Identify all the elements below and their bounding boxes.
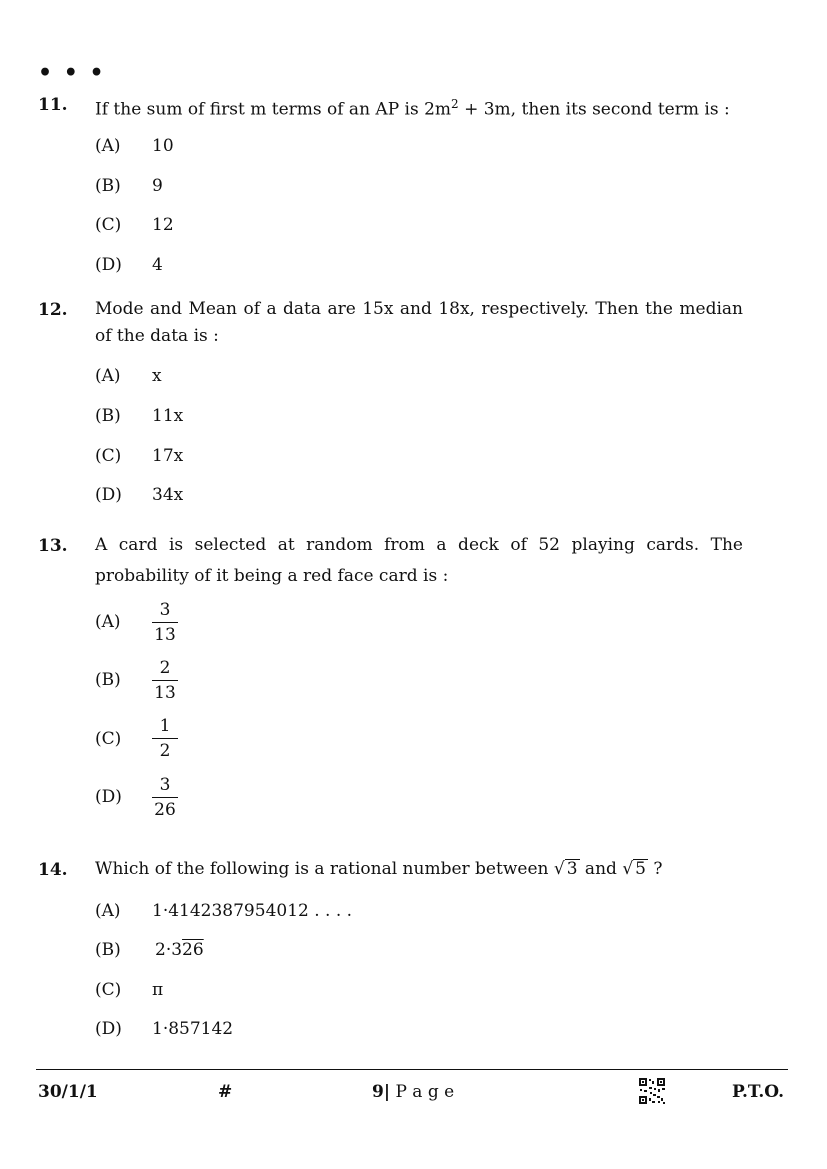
q11-option-b-label: (B): [95, 176, 121, 196]
question-12-text-line2: of the data is :: [95, 326, 219, 346]
page-number: 9: [372, 1082, 384, 1102]
q14-text-pre: Which of the following is a rational number between: [95, 859, 554, 879]
q13-option-d-denominator: 26: [154, 800, 176, 820]
page-indicator: [372, 1082, 454, 1102]
q12-option-b-value: 11x: [152, 406, 184, 426]
q12-option-b-label: (B): [95, 406, 121, 426]
paper-code: 30/1/1: [38, 1082, 98, 1102]
q12-option-c-label: (C): [95, 446, 122, 466]
q14-option-a-label: (A): [95, 901, 121, 921]
q14-option-a-value: 1·4142387954012 . . . .: [152, 901, 353, 921]
q13-option-b-denominator: 13: [154, 683, 176, 703]
q13-option-a-denominator: 13: [154, 625, 176, 645]
q13-option-c-label: (C): [95, 729, 122, 749]
q13-option-c-numerator: 1: [152, 715, 178, 739]
page-separator: |: [383, 1082, 391, 1102]
q14-option-b-label: (B): [95, 940, 121, 960]
q12-option-a-label: (A): [95, 366, 121, 386]
question-13-number: 13.: [38, 536, 68, 556]
sqrt-icon: √: [553, 859, 565, 879]
q14-text-mid: and: [579, 859, 623, 879]
q14-option-c-value: π: [152, 980, 164, 1000]
q13-option-a-numerator: 3: [152, 599, 178, 623]
q12-option-d-label: (D): [95, 485, 122, 505]
q13-option-c-fraction: [152, 715, 178, 762]
sqrt-5-radicand: 5: [635, 859, 646, 879]
q11-exponent: 2: [451, 97, 459, 111]
q11-option-d-value: 4: [152, 255, 163, 275]
question-11-text: [95, 91, 743, 124]
q13-option-a-fraction: [152, 599, 178, 646]
footer-divider: [36, 1069, 788, 1070]
qr-code-icon: [638, 1077, 666, 1105]
question-14-number: 14.: [38, 860, 68, 880]
q14-option-c-label: (C): [95, 980, 122, 1000]
q12-option-d-value: 34x: [152, 485, 184, 505]
q11-option-a-value: 10: [152, 136, 174, 156]
q13-option-d-numerator: 3: [152, 774, 178, 798]
q11-text-pre: If the sum of first m terms of an AP is 2m: [95, 99, 452, 120]
q13-option-b-fraction: [152, 657, 178, 704]
q13-option-d-fraction: [152, 774, 178, 821]
sqrt-icon: √: [622, 859, 634, 879]
page-word: P a g e: [395, 1082, 455, 1102]
q14-text-post: ?: [647, 859, 663, 879]
question-13-text-line2: probability of it being a red face card is :: [95, 566, 449, 586]
sqrt-3: [554, 856, 580, 883]
q14-option-d-label: (D): [95, 1019, 122, 1039]
footer-hash: #: [218, 1082, 233, 1102]
q11-option-a-label: (A): [95, 136, 121, 156]
please-turn-over: P.T.O.: [732, 1082, 784, 1102]
q13-option-d-label: (D): [95, 787, 122, 807]
q14-option-d-value: 1·857142: [152, 1019, 234, 1039]
q11-option-c-value: 12: [152, 215, 174, 235]
q11-text-post: + 3m, then its second term is :: [458, 99, 730, 120]
q13-option-b-numerator: 2: [152, 657, 178, 681]
q11-option-c-label: (C): [95, 215, 122, 235]
q13-option-b-label: (B): [95, 670, 121, 690]
question-14-text: [95, 856, 743, 883]
q12-option-a-value: x: [152, 366, 162, 386]
q12-option-c-value: 17x: [152, 446, 184, 466]
q14-option-b-value-main: 2·3: [155, 940, 183, 960]
question-12-text-line1: Mode and Mean of a data are 15x and 18x, respectively. Then the median: [95, 299, 743, 319]
question-12-number: 12.: [38, 300, 68, 320]
sqrt-3-radicand: 3: [566, 859, 578, 879]
q14-option-b-repeating-digits: 26: [182, 940, 204, 960]
question-13-text-line1: A card is selected at random from a deck of 52 playing cards. The: [95, 535, 743, 555]
q13-option-a-label: (A): [95, 612, 121, 632]
q14-option-b-value: [155, 940, 204, 960]
sqrt-5: [622, 856, 648, 883]
q11-option-b-value: 9: [152, 176, 163, 196]
question-11-number: 11.: [38, 95, 68, 115]
q11-option-d-label: (D): [95, 255, 122, 275]
q13-option-c-denominator: 2: [159, 741, 171, 761]
more-dots: • • •: [38, 60, 106, 86]
